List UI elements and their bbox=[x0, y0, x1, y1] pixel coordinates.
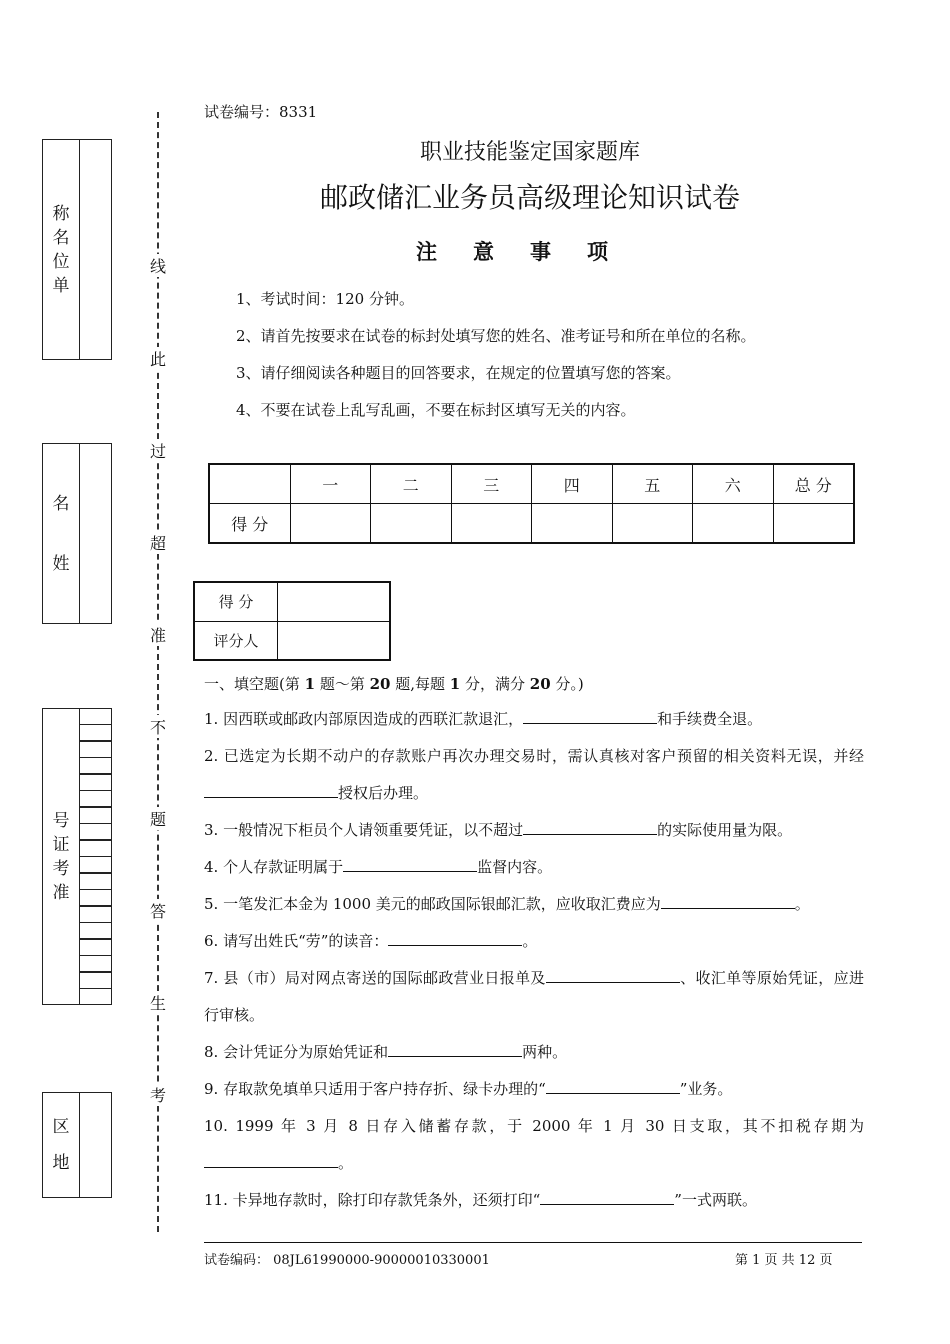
notice-item: 4、不要在试卷上乱写乱画，不要在标封区填写无关的内容。 bbox=[236, 401, 636, 419]
cut-line-char: 超 bbox=[148, 531, 168, 554]
answer-blank[interactable] bbox=[388, 1040, 522, 1057]
score-header-cell: 总 分 bbox=[773, 464, 854, 504]
score-cell[interactable] bbox=[451, 504, 532, 544]
question-4: 4. 个人存款证明属于 监督内容。 bbox=[204, 849, 864, 886]
section-title: 一、填空题(第 1 题～第 20 题,每题 1 分，满分 20 分。) bbox=[204, 675, 584, 693]
grader-table bbox=[193, 581, 391, 661]
notice-heading: 注意事项 bbox=[416, 240, 644, 264]
question-3: 3. 一般情况下柜员个人请领重要凭证，以不超过 的实际使用量为限。 bbox=[204, 812, 864, 849]
name-field[interactable] bbox=[79, 444, 111, 623]
footer-page-number: 第 1 页 共 12 页 bbox=[735, 1253, 833, 1268]
paper-number: 试卷编号：8331 bbox=[204, 103, 318, 121]
grader-score-cell[interactable] bbox=[278, 582, 391, 621]
score-header-cell: 二 bbox=[371, 464, 452, 504]
grader-name-cell[interactable] bbox=[278, 621, 391, 660]
score-value-row bbox=[209, 504, 854, 544]
answer-blank[interactable] bbox=[546, 1077, 680, 1094]
name-box bbox=[42, 443, 112, 624]
answer-blank[interactable] bbox=[661, 892, 795, 909]
cut-line-char: 线 bbox=[148, 254, 168, 277]
score-cell[interactable] bbox=[612, 504, 693, 544]
score-cell[interactable] bbox=[773, 504, 854, 544]
region-field[interactable] bbox=[79, 1093, 111, 1197]
exam-title: 邮政储汇业务员高级理论知识试卷 bbox=[319, 181, 740, 214]
score-header-cell: 六 bbox=[693, 464, 774, 504]
question-10: 10. 1999 年 3 月 8 日存入储蓄存款，于 2000 年 1 月 30 日支取，其不扣税存期为。 bbox=[204, 1117, 864, 1172]
question-9: 9. 存取款免填单只适用于客户持存折、绿卡办理的“ ”业务。 bbox=[204, 1071, 864, 1108]
cut-line bbox=[157, 112, 159, 1232]
question-8: 8. 会计凭证分为原始凭证和 两种。 bbox=[204, 1034, 864, 1071]
cut-line-char: 不 bbox=[148, 715, 168, 738]
exam-number-box bbox=[42, 708, 112, 1005]
cut-line-char: 考 bbox=[148, 1083, 168, 1106]
grader-name-label: 评分人 bbox=[194, 621, 278, 660]
answer-blank[interactable] bbox=[540, 1188, 674, 1205]
answer-blank[interactable] bbox=[546, 966, 680, 983]
answer-blank[interactable] bbox=[523, 707, 657, 724]
answer-blank[interactable] bbox=[204, 781, 338, 798]
name-label: 名 姓 bbox=[52, 493, 70, 574]
score-table bbox=[208, 463, 855, 544]
bank-title: 职业技能鉴定国家题库 bbox=[419, 140, 640, 165]
notice-item: 3、请仔细阅读各种题目的回答要求，在规定的位置填写您的答案。 bbox=[236, 364, 681, 382]
score-header-cell: 三 bbox=[451, 464, 532, 504]
cut-line-char: 生 bbox=[148, 991, 168, 1014]
score-header-cell: 五 bbox=[612, 464, 693, 504]
answer-blank[interactable] bbox=[523, 818, 657, 835]
score-header-cell: 四 bbox=[532, 464, 613, 504]
footer-paper-code: 试卷编码： 08JL61990000-90000010330001 bbox=[204, 1253, 490, 1268]
score-header-cell bbox=[209, 464, 290, 504]
footer-divider bbox=[204, 1242, 862, 1243]
score-row-label: 得 分 bbox=[209, 504, 290, 544]
score-cell[interactable] bbox=[371, 504, 452, 544]
question-7: 7. 县（市）局对网点寄送的国际邮政营业日报单及 、收汇单等原始凭证，应进行审核。 bbox=[204, 960, 864, 1034]
question-5: 5. 一笔发汇本金为 1000 美元的邮政国际银邮汇款，应收取汇费应为 。 bbox=[204, 886, 864, 923]
score-header-cell: 一 bbox=[290, 464, 371, 504]
region-label: 区 地 bbox=[52, 1117, 70, 1173]
cut-line-char: 此 bbox=[148, 347, 168, 370]
answer-blank[interactable] bbox=[204, 1151, 338, 1168]
score-header-row bbox=[209, 464, 854, 504]
score-cell[interactable] bbox=[532, 504, 613, 544]
unit-name-label: 称 名 位 单 bbox=[52, 203, 70, 296]
cut-line-char: 过 bbox=[148, 439, 168, 462]
cut-line-char: 答 bbox=[148, 899, 168, 922]
question-6: 6. 请写出姓氏“劳”的读音： 。 bbox=[204, 923, 864, 960]
exam-number-label: 号 证 考 准 bbox=[52, 810, 70, 903]
cut-line-char: 题 bbox=[148, 807, 168, 830]
exam-number-grid[interactable] bbox=[79, 709, 111, 1004]
notice-item: 2、请首先按要求在试卷的标封处填写您的姓名、准考证号和所在单位的名称。 bbox=[236, 327, 756, 345]
question-1: 1. 因西联或邮政内部原因造成的西联汇款退汇， 和手续费全退。 bbox=[204, 701, 864, 738]
notice-item: 1、考试时间：120 分钟。 bbox=[236, 290, 414, 308]
score-cell[interactable] bbox=[290, 504, 371, 544]
cut-line-char: 准 bbox=[148, 623, 168, 646]
question-11: 11. 卡异地存款时，除打印存款凭条外，还须打印“ ”一式两联。 bbox=[204, 1182, 864, 1219]
region-box bbox=[42, 1092, 112, 1198]
question-2: 2. 已选定为长期不动户的存款账户再次办理交易时，需认真核对客户预留的相关资料无误，并经授权后办理。 bbox=[204, 747, 864, 802]
grader-score-label: 得 分 bbox=[194, 582, 278, 621]
answer-blank[interactable] bbox=[388, 929, 522, 946]
score-cell[interactable] bbox=[693, 504, 774, 544]
answer-blank[interactable] bbox=[343, 855, 477, 872]
